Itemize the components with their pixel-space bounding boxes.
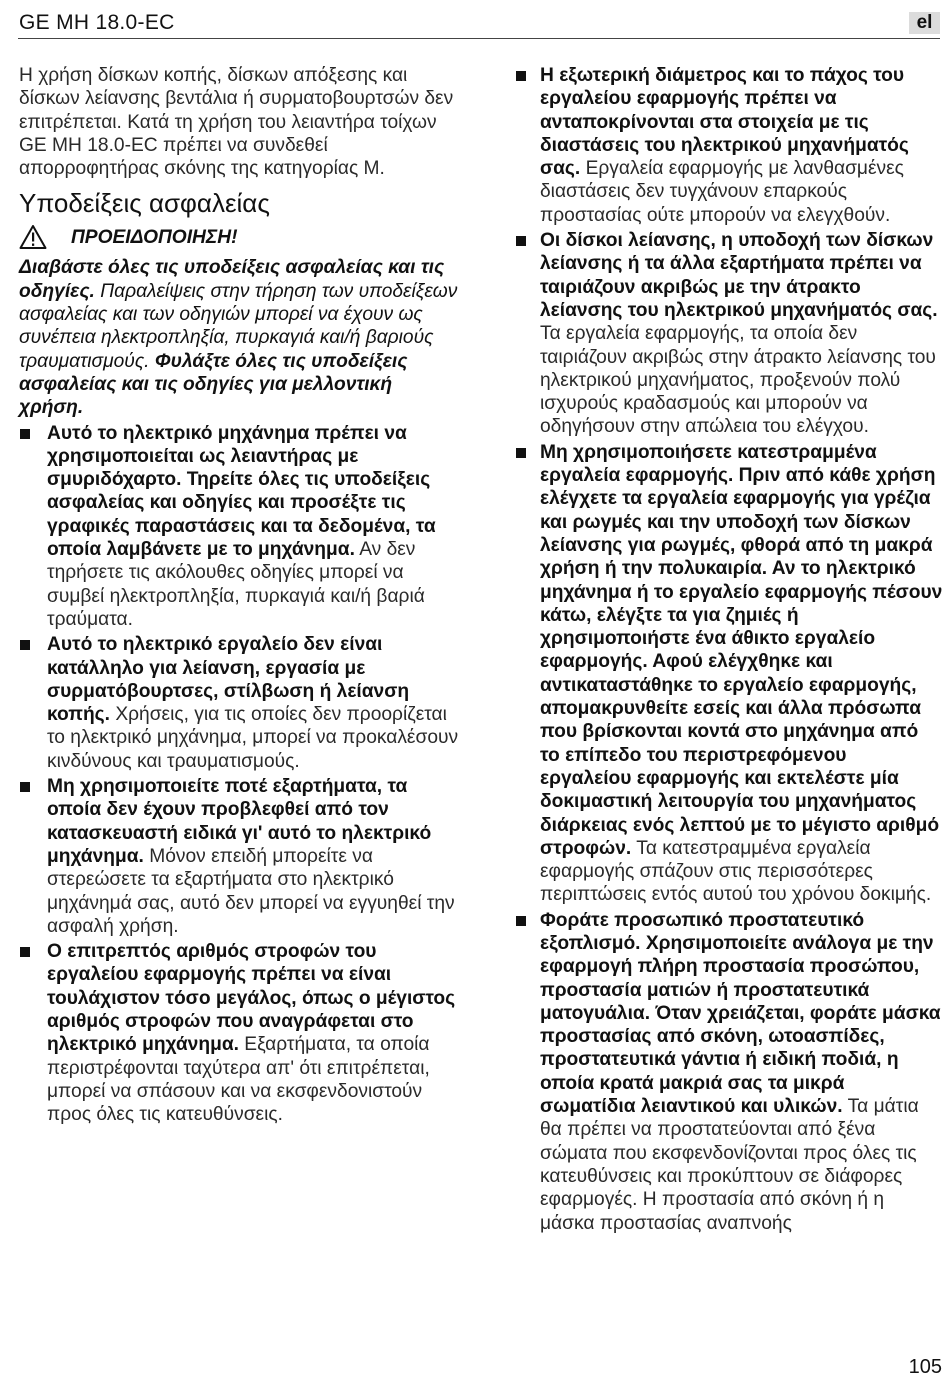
bullet-square-icon (516, 236, 526, 246)
bullet-square-icon (20, 782, 30, 792)
bullet-bold-text: Ο επιτρεπτός αριθμός στροφών του εργαλείου εφαρμογής πρέπει να είναι τουλάχιστον τόσο μεγάλος, όπως ο μέγιστος αριθμός στροφών που αναγράφεται στο ηλεκτρικό μηχάνημα. (47, 941, 456, 1056)
right-column (515, 64, 943, 1235)
list-item (515, 64, 943, 227)
warning-title: ΠΡΟΕΙΔΟΠΟΙΗΣΗ! (71, 226, 238, 248)
bullet-square-icon (516, 71, 526, 81)
warning-triangle-icon (19, 224, 47, 250)
list-item (515, 909, 943, 1235)
list-item (19, 633, 459, 773)
warning-read-all: Διαβάστε όλες τις υποδείξεις ασφαλείας και τις οδηγίες. (19, 257, 445, 302)
list-item (515, 441, 943, 907)
bullet-bold-text: Φοράτε προσωπικό προστατευτικό εξοπλισμό. Χρησιμοποιείτε ανάλογα με την εφαρμογή πλήρη προστασία προσώπου, προστασία ματιών ή προστατευτικά ματογυάλια. Όταν χρειάζεται, φοράτε μάσκα προστασίας από σκόνη, ωτοασπίδες, προστατευτικά γάντια ή ειδική ποδιά, η οποία κρατά μακριά σας τα μικρά σωματίδια λειαντικού και υλικών. (540, 909, 941, 1118)
language-badge: el (909, 12, 940, 34)
bullet-text: Εργαλεία εφαρμογής με λανθασμένες διαστάσεις δεν τυγχάνουν επαρκούς προστασίας ούτε μπορούν να ελεγχθούν. (540, 158, 904, 226)
bullet-square-icon (20, 640, 30, 650)
warning-row (19, 224, 459, 250)
bullet-text: Χρήσεις, για τις οποίες δεν προορίζεται το ηλεκτρικό μηχάνημα, μπορεί να προκαλέσουν κινδύνους και τραυματισμούς. (47, 704, 459, 772)
page-header (18, 8, 940, 39)
list-item (19, 775, 459, 938)
bullet-text: Μόνον επειδή μπορείτε να στερεώσετε τα εξαρτήματα στο ηλεκτρικό μηχάνημά σας, αυτό δεν μπορεί να εγγυηθεί την ασφαλή χρήση. (47, 845, 455, 937)
left-column (19, 64, 459, 1126)
bullet-text: Εξαρτήματα, τα οποία περιστρέφονται ταχύτερα απ' ότι επιτρέπεται, μπορεί να σπάσουν και να εκσφενδονιστούν προς όλες τις κατευθύνσεις. (47, 1034, 430, 1126)
bullet-bold-text: Η εξωτερική διάμετρος και το πάχος του εργαλείου εφαρμογής πρέπει να ανταποκρίνονται στα στοιχεία με τις διαστάσεις του ηλεκτρικού μηχανήματός σας. (540, 65, 909, 180)
safety-heading: Υποδείξεις ασφαλείας (19, 188, 270, 219)
bullet-text: Αν δεν τηρήσετε τις ακόλουθες οδηγίες μπορεί να συμβεί ηλεκτροπληξία, πυρκαγιά και/ή βαριά τραύματα. (47, 539, 425, 630)
right-bullet-list (515, 64, 943, 1235)
bullet-text: Τα κατεστραμμένα εργαλεία εφαρμογής σπάζουν στις περισσότερες περιπτώσεις εντός αυτού του χρόνου δοκιμής. (540, 837, 932, 906)
left-bullet-list (19, 422, 459, 1127)
bullet-text: Τα μάτια θα πρέπει να προστατεύονται από ξένα σώματα που εκσφενδονίζονται προς όλες τις κατευθύνσεις και προκύπτουν σε διάφορες εφαρμογές. Η προστασία από σκόνη ή η μάσκα προστασίας αναπνοής (540, 1096, 919, 1234)
intro-paragraph: Η χρήση δίσκων κοπής, δίσκων απόξεσης και δίσκων λείανσης βεντάλια ή συρματοβουρτσών δεν επιτρέπεται. Κατά τη χρήση του λειαντήρα τοίχων GE MH 18.0-EC πρέπει να συνδεθεί απορροφητήρας σκόνης της κατηγορίας M. (19, 65, 454, 180)
warning-paragraph (19, 256, 459, 419)
list-item (19, 422, 459, 632)
bullet-square-icon (20, 429, 30, 439)
list-item (19, 940, 459, 1126)
warning-consequences: Παραλείψεις στην τήρηση των υποδείξεων ασφαλείας και των οδηγιών μπορεί να έχουν ως συνέπεια ηλεκτροπληξία, πυρκαγιά και/ή βαριούς τραυματισμούς. (19, 280, 458, 372)
warning-keep-instructions: Φυλάξτε όλες τις υποδείξεις ασφαλείας και τις οδηγίες για μελλοντική χρήση. (19, 350, 408, 419)
bullet-bold-text: Μη χρησιμοποιείτε ποτέ εξαρτήματα, τα οποία δεν έχουν προβλεφθεί από τον κατασκευαστή ειδικά γι' αυτό το ηλεκτρικό μηχάνημα. (47, 776, 432, 867)
bullet-bold-text: Μη χρησιμοποιήσετε κατεστραμμένα εργαλεία εφαρμογής. Πριν από κάθε χρήση ελέγχετε τα εργαλεία εφαρμογής για γρέζια και ρωγμές και την υποδοχή των δίσκων λείανσης για ρωγμές, φθορά από τη μακρά χρήση ή την πολυκαιρία. Αν το ηλεκτρικό μηχάνημα ή το εργαλείο εφαρμογής πέσουν κάτω, ελέγξτε τα για ζημιές ή χρησιμοποιήστε ένα άθικτο εργαλείο εφαρμογής. Αφού ελέγχθηκε και αντικαταστάθηκε το εργαλείο εφαρμογής, απομακρυνθείτε εσείς και άλλα πρόσωπα που βρίσκονται κοντά στο μηχάνημα από το επίπεδο του περιστρεφόμενου εργαλείου εφαρμογής και εκτελέστε μία δοκιμαστική λειτουργία του μηχανήματος διάρκειας ενός λεπτού με το μέγιστο αριθμό στροφών. (540, 441, 943, 859)
page-number: 105 (908, 1356, 942, 1378)
list-item (515, 229, 943, 439)
model-name: GE MH 18.0-EC (19, 11, 175, 34)
bullet-text: Τα εργαλεία εφαρμογής, τα οποία δεν ταιριάζουν ακριβώς στην άτρακτο λείανσης του ηλεκτρικού μηχανήματος, προξενούν πολύ ισχυρούς κραδασμούς και μπορούν να οδηγήσουν στην απώλεια του ελέγχου. (540, 323, 936, 438)
bullet-bold-text: Αυτό το ηλεκτρικό μηχάνημα πρέπει να χρησιμοποιείται ως λειαντήρας με σμυριδόχαρτο. Τηρείτε όλες τις υποδείξεις ασφαλείας και οδηγίες και προσέξτε τις γραφικές παραστάσεις και τα δεδομένα, τα οποία λαμβάνετε με το μηχάνημα. (47, 422, 436, 561)
bullet-square-icon (20, 947, 30, 957)
bullet-bold-text: Αυτό το ηλεκτρικό εργαλείο δεν είναι κατάλληλο για λείανση, εργασία με συρματόβουρτσες, στίλβωση ή λείανση κοπής. (47, 634, 410, 726)
bullet-bold-text: Οι δίσκοι λείανσης, η υποδοχή των δίσκων λείανσης ή τα άλλα εξαρτήματα πρέπει να ταιριάζουν ακριβώς με την άτρακτο λείανσης του ηλεκτρικού μηχανήματός σας. (540, 230, 938, 321)
bullet-square-icon (516, 448, 526, 458)
bullet-square-icon (516, 916, 526, 926)
